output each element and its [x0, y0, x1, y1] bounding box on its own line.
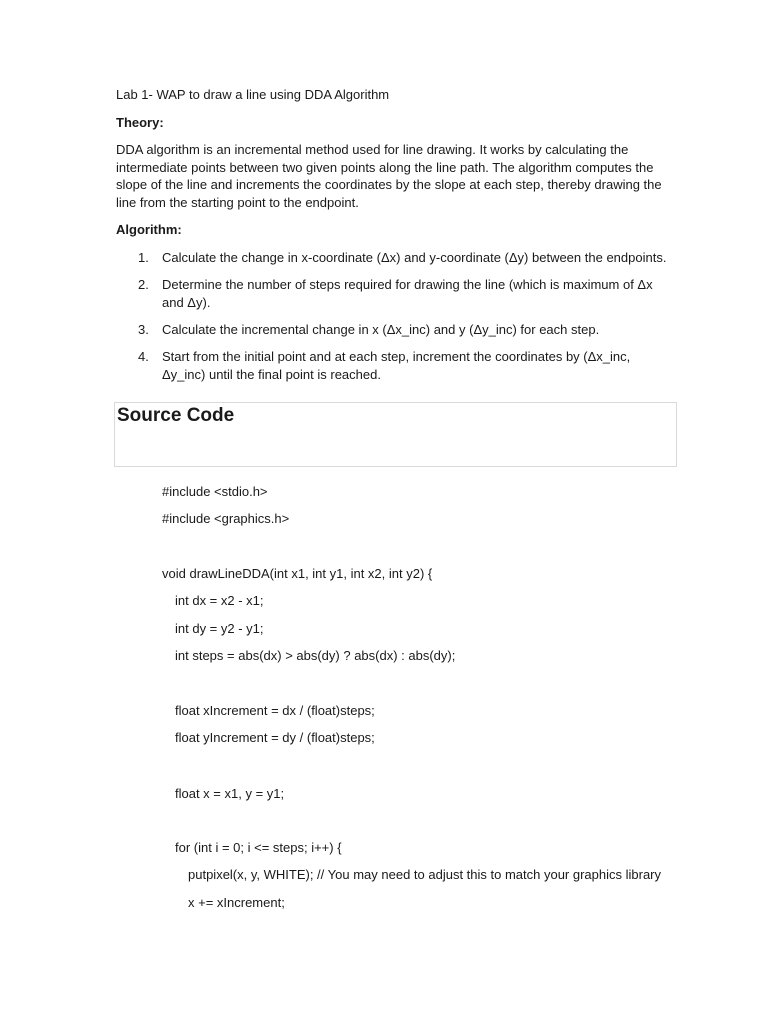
code-line: float xIncrement = dx / (float)steps; — [175, 703, 375, 718]
step-text: Calculate the incremental change in x (Δx_inc) and y (Δy_inc) for each step. — [162, 322, 600, 337]
step-text: Determine the number of steps required for drawing the line (which is maximum of Δx and Δy). — [162, 277, 653, 310]
code-line: for (int i = 0; i <= steps; i++) { — [175, 840, 342, 855]
code-line: int steps = abs(dx) > abs(dy) ? abs(dx) : abs(dy); — [175, 648, 456, 663]
code-line: #include <graphics.h> — [162, 511, 290, 526]
theory-paragraph: DDA algorithm is an incremental method used for line drawing. It works by calculating the intermediate points between two given points along the line path. The algorithm computes the slope of the line and increments the coordinates by the slope at each step, thereby drawing the line from the starting point to the endpoint. — [116, 142, 662, 210]
algorithm-heading: Algorithm: — [116, 222, 182, 237]
step-number: 2. — [138, 277, 149, 292]
step-number: 4. — [138, 349, 149, 364]
code-line: float yIncrement = dy / (float)steps; — [175, 730, 375, 745]
theory-heading: Theory: — [116, 115, 164, 130]
source-code-heading-box — [114, 402, 677, 467]
code-line: putpixel(x, y, WHITE); // You may need to adjust this to match your graphics library — [188, 867, 662, 882]
step-number: 1. — [138, 250, 149, 265]
step-text: Calculate the change in x-coordinate (Δx) and y-coordinate (Δy) between the endpoints. — [162, 250, 667, 265]
code-line: #include <stdio.h> — [162, 484, 268, 499]
source-code-heading: Source Code — [117, 405, 235, 426]
step-number: 3. — [138, 322, 149, 337]
code-line: int dx = x2 - x1; — [175, 593, 264, 608]
document-title: Lab 1- WAP to draw a line using DDA Algorithm — [116, 87, 390, 102]
code-line: void drawLineDDA(int x1, int y1, int x2, int y2) { — [162, 566, 433, 581]
code-line: int dy = y2 - y1; — [175, 621, 264, 636]
code-line: float x = x1, y = y1; — [175, 786, 285, 801]
code-line: x += xIncrement; — [188, 895, 285, 910]
step-text: Start from the initial point and at each step, increment the coordinates by (Δx_inc, Δy_inc) until the final point is reached. — [162, 349, 631, 382]
